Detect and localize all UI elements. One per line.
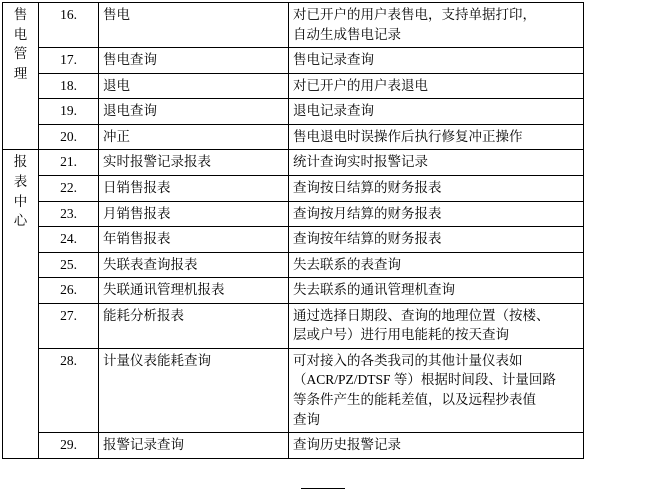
row-description — [289, 252, 584, 278]
row-desc-line: 自动生成售电记录 — [293, 26, 401, 42]
row-desc-line: 对已开户的用户表售电，支持单据打印， — [293, 7, 536, 22]
table-row — [3, 3, 584, 48]
row-desc-line: 失去联系的表查询 — [293, 256, 401, 272]
row-name-line: 退电 — [103, 77, 130, 93]
row-desc-line: 查询 — [293, 411, 320, 427]
table-row — [3, 99, 584, 125]
row-description — [289, 99, 584, 125]
row-name — [99, 227, 289, 253]
row-name — [99, 175, 289, 201]
row-name — [99, 348, 289, 432]
group-char: 报 — [13, 154, 28, 170]
row-name-line: 计量仪表能耗查询 — [103, 352, 211, 368]
group-char: 电 — [13, 26, 28, 42]
row-name — [99, 252, 289, 278]
row-description — [289, 201, 584, 227]
row-number: 24. — [39, 227, 99, 253]
row-number: 23. — [39, 201, 99, 227]
row-desc-line: 查询按月结算的财务报表 — [293, 205, 442, 221]
row-number: 16. — [39, 3, 99, 48]
document-page — [0, 2, 646, 496]
row-name — [99, 73, 289, 99]
table-row — [3, 124, 584, 150]
row-desc-line: 查询按年结算的财务报表 — [293, 231, 442, 247]
group-char: 中 — [13, 193, 28, 209]
row-desc-line: 通过选择日期段、查询的地理位置（按楼、 — [293, 307, 550, 323]
row-name — [99, 303, 289, 348]
row-desc-line: 售电记录查询 — [293, 52, 374, 68]
row-desc-line: 查询按日结算的财务报表 — [293, 179, 442, 195]
group-label-report — [3, 150, 39, 458]
row-description — [289, 433, 584, 459]
row-desc-line: 层或户号）进行用电能耗的按天查询 — [293, 327, 509, 343]
row-name — [99, 99, 289, 125]
row-name-line: 年销售报表 — [103, 231, 171, 247]
row-description — [289, 303, 584, 348]
row-description — [289, 227, 584, 253]
row-name-line: 冲正 — [103, 128, 130, 144]
row-name — [99, 48, 289, 74]
table-row — [3, 278, 584, 304]
row-name — [99, 278, 289, 304]
row-number: 17. — [39, 48, 99, 74]
row-number: 29. — [39, 433, 99, 459]
row-description — [289, 124, 584, 150]
row-name-line: 实时报警记录报表 — [103, 154, 211, 170]
table-row — [3, 433, 584, 459]
row-description — [289, 48, 584, 74]
table-row — [3, 303, 584, 348]
group-char: 心 — [13, 213, 28, 229]
row-number: 26. — [39, 278, 99, 304]
row-name — [99, 124, 289, 150]
row-number: 19. — [39, 99, 99, 125]
row-description — [289, 73, 584, 99]
table-row — [3, 48, 584, 74]
row-name-line: 失联通讯管理机报表 — [103, 282, 225, 298]
row-name-line: 月销售报表 — [103, 205, 171, 221]
row-description — [289, 278, 584, 304]
row-number: 27. — [39, 303, 99, 348]
group-char: 表 — [13, 173, 28, 189]
footer-divider — [301, 488, 345, 489]
row-name — [99, 150, 289, 176]
row-name-line: 售电查询 — [103, 52, 157, 68]
table-row — [3, 150, 584, 176]
row-desc-line: 退电记录查询 — [293, 103, 374, 119]
row-name-line: 报警记录查询 — [103, 437, 184, 453]
table-body — [3, 3, 584, 459]
row-desc-line: 失去联系的通讯管理机查询 — [293, 282, 455, 298]
row-desc-line: 可对接入的各类我司的其他计量仪表如 — [293, 352, 523, 368]
row-desc-line: 统计查询实时报警记录 — [293, 154, 428, 170]
row-name-line: 失联表查询报表 — [103, 256, 198, 272]
row-number: 21. — [39, 150, 99, 176]
row-name-line: 售电 — [103, 7, 130, 22]
row-name-line: 退电查询 — [103, 103, 157, 119]
row-number: 20. — [39, 124, 99, 150]
row-desc-line: （ACR/PZ/DTSF 等）根据时间段、计量回路 — [293, 372, 556, 388]
row-description — [289, 175, 584, 201]
row-name-line: 能耗分析报表 — [103, 307, 184, 323]
row-number: 18. — [39, 73, 99, 99]
row-number: 22. — [39, 175, 99, 201]
function-list-table — [2, 2, 584, 459]
row-desc-line: 查询历史报警记录 — [293, 437, 401, 453]
table-row — [3, 227, 584, 253]
table-row — [3, 348, 584, 432]
table-row — [3, 252, 584, 278]
row-number: 25. — [39, 252, 99, 278]
row-desc-line: 等条件产生的能耗差值，以及远程抄表值 — [293, 392, 536, 407]
table-row — [3, 175, 584, 201]
row-desc-line: 售电退电时误操作后执行修复冲正操作 — [293, 128, 523, 144]
row-name — [99, 201, 289, 227]
row-desc-line: 对已开户的用户表退电 — [293, 77, 428, 93]
row-description — [289, 150, 584, 176]
group-char: 管 — [13, 46, 28, 62]
group-char: 理 — [13, 65, 28, 81]
row-description — [289, 348, 584, 432]
group-char: 售 — [13, 7, 28, 22]
row-number: 28. — [39, 348, 99, 432]
group-label-sales — [3, 3, 39, 150]
table-row — [3, 73, 584, 99]
row-name — [99, 3, 289, 48]
table-row — [3, 201, 584, 227]
row-name — [99, 433, 289, 459]
row-name-line: 日销售报表 — [103, 179, 171, 195]
row-description — [289, 3, 584, 48]
